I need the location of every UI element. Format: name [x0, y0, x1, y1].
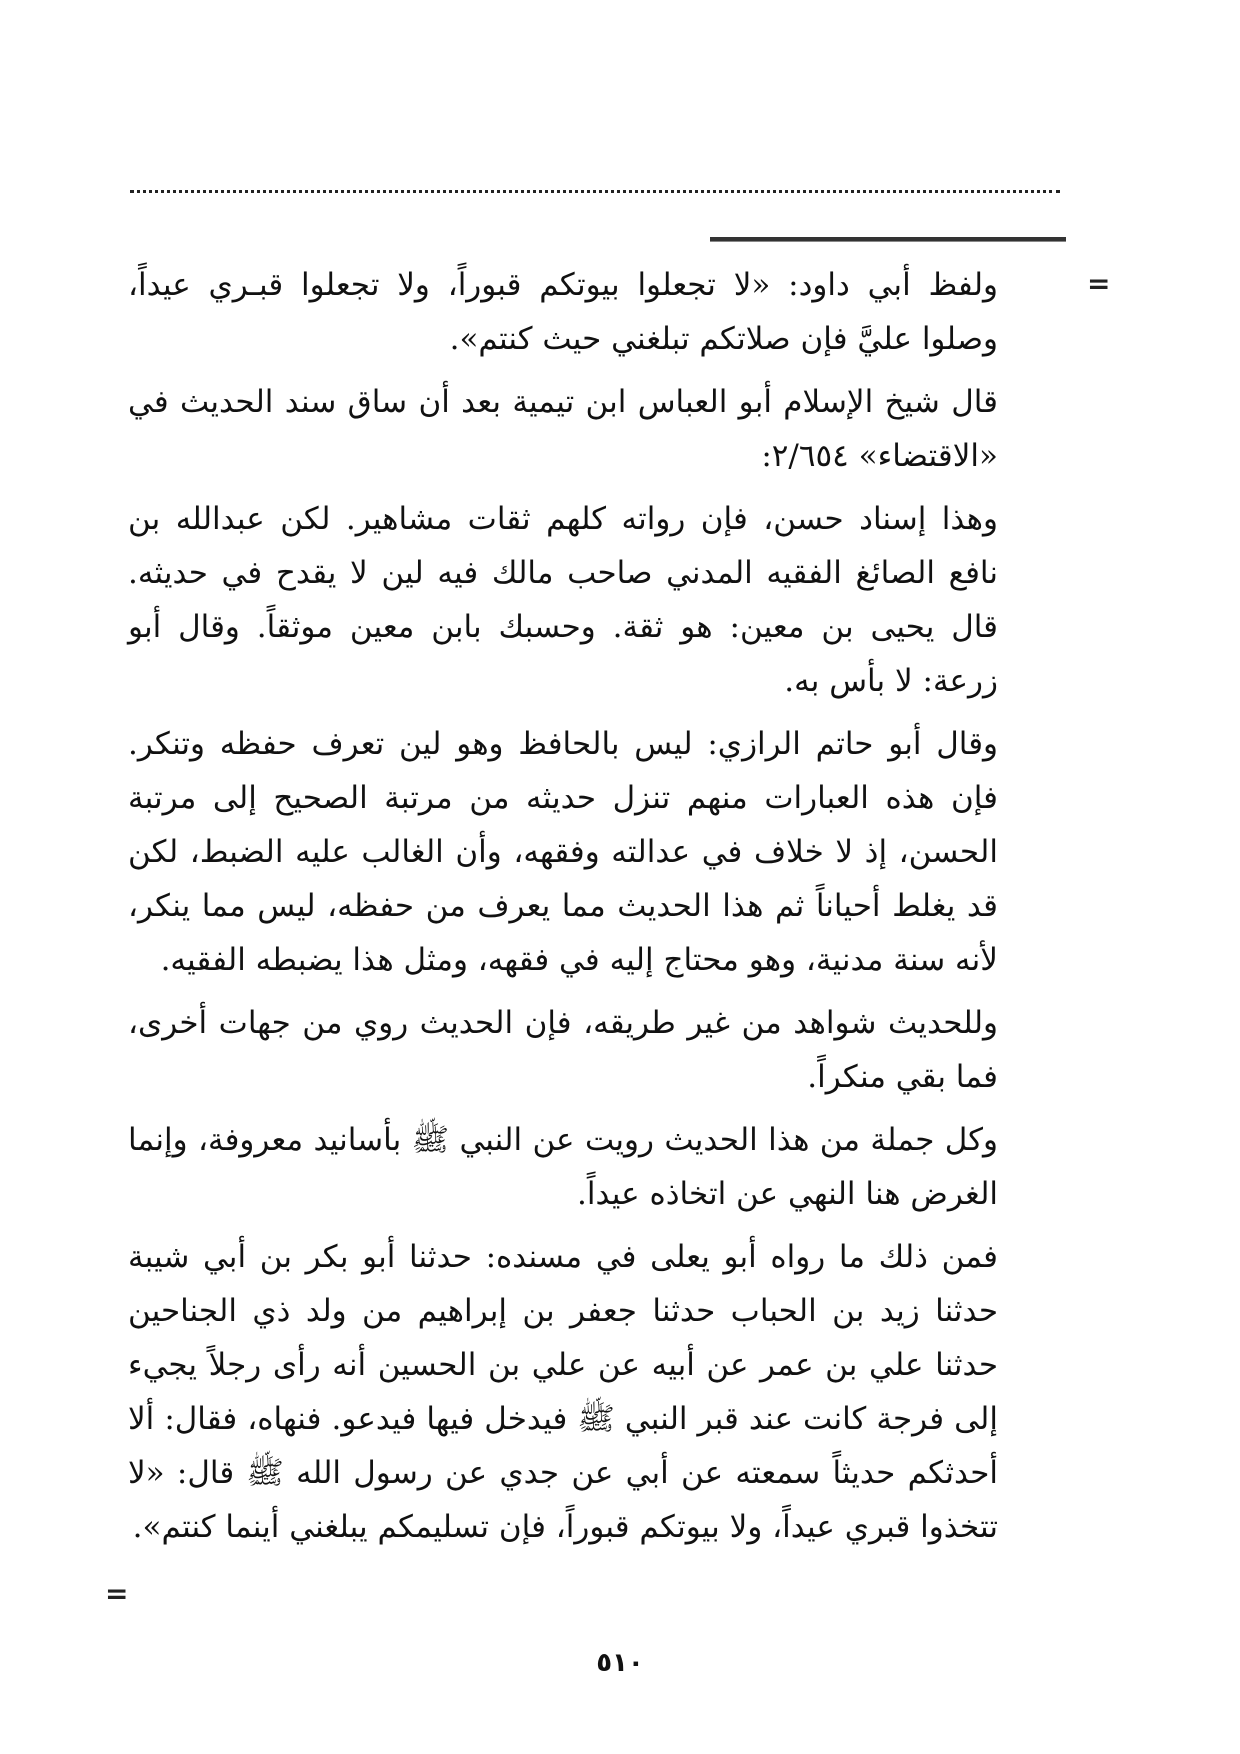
footnote-paragraph-abu-dawud: ولفظ أبي داود: «لا تجعلوا بيوتكم قبوراً، ولا تجعلوا قبـري عيداً، وصلوا عليَّ فإن صلاتكم تبلغني حيث كنتم». [128, 267, 998, 357]
page-number: ٥١٠ [596, 1648, 644, 1678]
footnote-paragraph-kull-jumla: وكل جملة من هذا الحديث رويت عن النبي ﷺ بأسانيد معروفة، وإنما الغرض هنا النهي عن اتخاذه عيداً. [128, 1122, 998, 1212]
footnote-paragraph-isnad: وهذا إسناد حسن، فإن رواته كلهم ثقات مشاهير. لكن عبدالله بن نافع الصائغ الفقيه المدني صاحب مالك فيه لين لا يقدح في حديثه. قال يحيى بن معين: هو ثقة. وحسبك بابن معين موثقاً. وقال أبو زرعة: لا بأس به. [128, 501, 998, 699]
header-dotted-rule [130, 190, 1060, 193]
footnote-separator-rule [710, 237, 1066, 242]
footnote-paragraph-shawahid: وللحديث شواهد من غير طريقه، فإن الحديث روي من جهات أخرى، فما بقي منكراً. [128, 1005, 998, 1095]
continuation-mark-top: = [1087, 267, 1111, 300]
footnote-text-block [128, 258, 998, 1563]
footnote-paragraph-abu-hatim: وقال أبو حاتم الرازي: ليس بالحافظ وهو لين تعرف حفظه وتنكر. فإن هذه العبارات منهم تنزل حديثه من مرتبة الصحيح إلى مرتبة الحسن، إذ لا خلاف في عدالته وفقهه، وأن الغالب عليه الضبط، لكن قد يغلط أحياناً ثم هذا الحديث مما يعرف من حفظه، ليس مما ينكر، لأنه سنة مدنية، وهو محتاج إليه في فقهه، ومثل هذا يضبطه الفقيه. [128, 726, 998, 978]
continuation-mark-bottom: = [105, 1577, 129, 1610]
footnote-paragraph-ibn-taymiyya: قال شيخ الإسلام أبو العباس ابن تيمية بعد أن ساق سند الحديث في «الاقتضاء» ٢/٦٥٤: [128, 384, 998, 474]
footnote-paragraph-abu-yala: فمن ذلك ما رواه أبو يعلى في مسنده: حدثنا أبو بكر بن أبي شيبة حدثنا زيد بن الحباب حدثنا جعفر بن إبراهيم من ولد ذي الجناحين حدثنا علي بن عمر عن أبيه عن علي بن الحسين أنه رأى رجلاً يجيء إلى فرجة كانت عند قبر النبي ﷺ فيدخل فيها فيدعو. فنهاه، فقال: ألا أحدثكم حديثاً سمعته عن أبي عن جدي عن رسول الله ﷺ قال: «لا تتخذوا قبري عيداً، ولا بيوتكم قبوراً، فإن تسليمكم يبلغني أينما كنتم». [128, 1239, 998, 1545]
